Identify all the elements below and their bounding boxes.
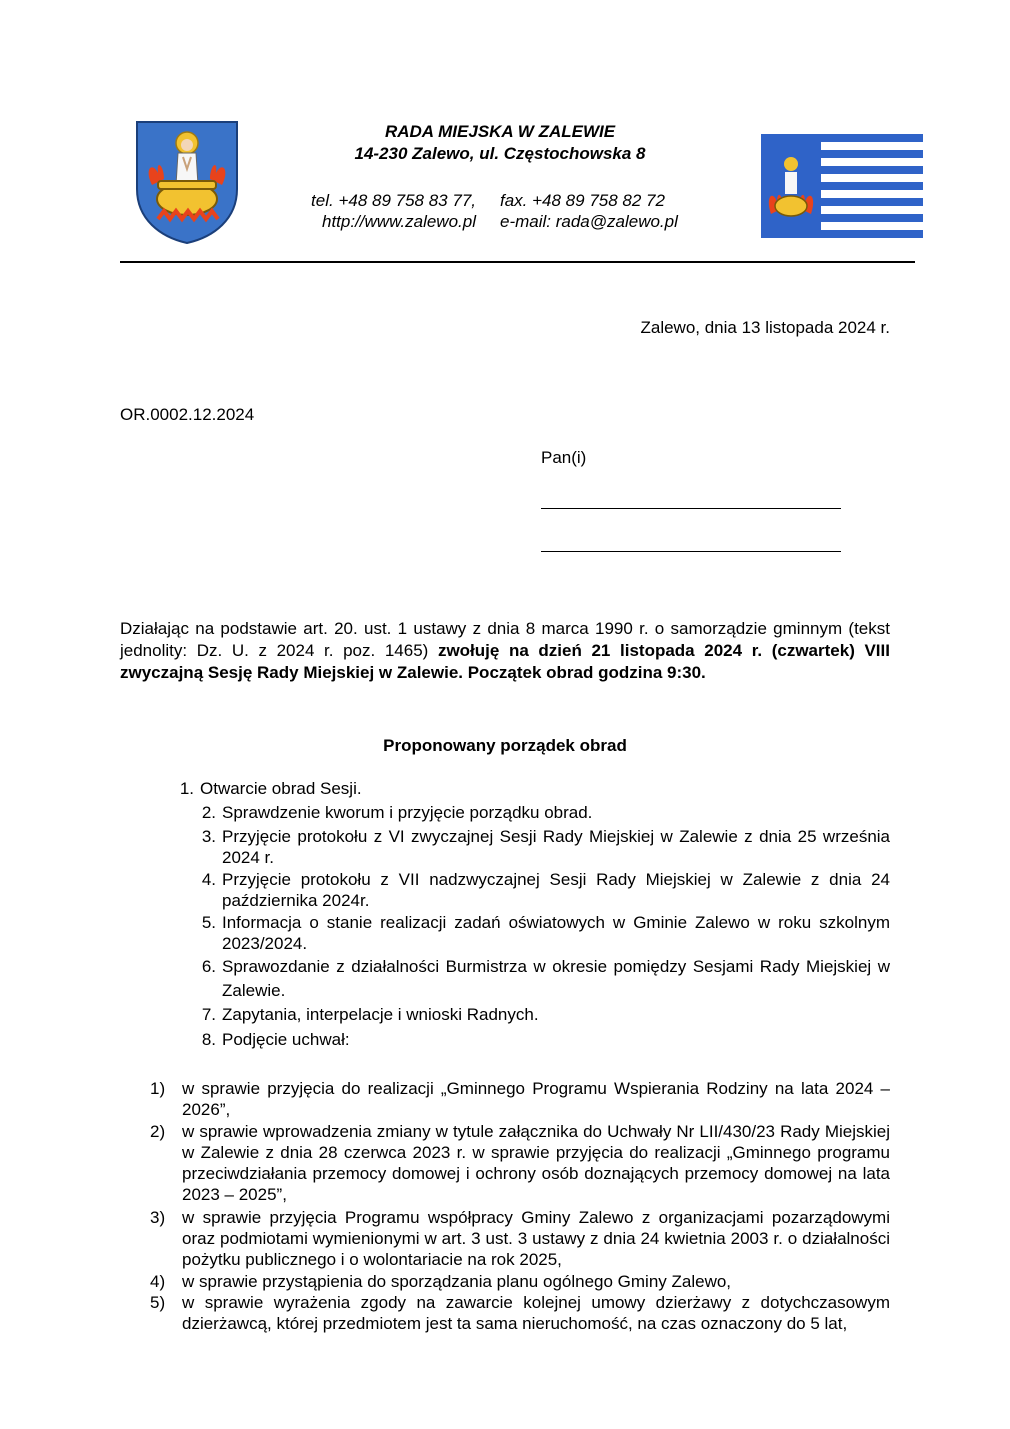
coat-of-arms-icon <box>134 119 240 245</box>
resolution-item: 1) w sprawie przyjęcia do realizacji „Gminnego Programu Wspierania Rodziny na lata 2024 – 2026”, <box>150 1079 890 1119</box>
council-address: 14-230 Zalewo, ul. Częstochowska 8 <box>354 144 646 163</box>
council-name: RADA MIEJSKA W ZALEWIE <box>384 122 616 141</box>
reference-number: OR.0002.12.2024 <box>120 405 255 424</box>
email-link[interactable]: e-mail: rada@zalewo.pl <box>500 212 678 231</box>
agenda-title: Proponowany porządek obrad <box>383 736 627 755</box>
session-announcement: zwołuję na dzień 21 listopada 2024 r. (czwartek) VIII zwyczajną Sesję Rady Miejskiej w Zalewie. Początek obrad godzina 9:30. <box>120 641 890 682</box>
agenda-item: 5. Informacja o stanie realizacji zadań oświatowych w Gminie Zalewo w roku szkolnym 2023/2024. <box>201 913 890 953</box>
phone-number: tel. +48 89 758 83 77, <box>311 191 476 210</box>
convocation-paragraph <box>120 618 890 684</box>
agenda-item: 7. Zapytania, interpelacje i wnioski Radnych. <box>201 1005 539 1024</box>
document-date: Zalewo, dnia 13 listopada 2024 r. <box>640 318 890 337</box>
resolution-item: 5) w sprawie wyrażenia zgody na zawarcie kolejnej umowy dzierżawy z dotychczasowym dzierżawcą, której przedmiotem jest ta sama nieruchomość, na czas oznaczony do 5 lat, <box>150 1293 890 1333</box>
agenda-item: 3. Przyjęcie protokołu z VI zwyczajnej Sesji Rady Miejskiej w Zalewie z dnia 25 września 2024 r. <box>201 827 890 867</box>
agenda-item: 6. Sprawozdanie z działalności Burmistrza w okresie pomiędzy Sesjami Rady Miejskiej w Zalewie. <box>201 957 890 1000</box>
agenda-item: 1. Otwarcie obrad Sesji. <box>179 779 362 798</box>
fax-number: fax. +48 89 758 82 72 <box>500 191 665 210</box>
agenda-item: 4. Przyjęcie protokołu z VII nadzwyczajnej Sesji Rady Miejskiej w Zalewie z dnia 24 października 2024r. <box>201 870 890 910</box>
recipient-blank-line-2 <box>541 551 841 552</box>
legal-basis-text: Działając na podstawie art. 20. ust. 1 ustawy z dnia 8 marca 1990 r. o samorządzie gminnym (tekst jednolity: Dz. U. z 2024 r. poz. 1465) <box>120 619 890 660</box>
agenda-item: 2. Sprawdzenie kworum i przyjęcie porządku obrad. <box>201 803 593 822</box>
recipient-label: Pan(i) <box>541 448 587 467</box>
recipient-blank-line-1 <box>541 508 841 509</box>
agenda-item: 8. Podjęcie uchwał: <box>201 1030 350 1049</box>
resolution-item: 2) w sprawie wprowadzenia zmiany w tytule załącznika do Uchwały Nr LII/430/23 Rady Miejskiej w Zalewie z dnia 28 czerwca 2023 r. w sprawie przyjęcia do realizacji „Gminnego programu przeciwdziałania przemocy domowej i ochrony osób doznających przemocy domowej na lata 2023 – 2025”, <box>150 1122 890 1204</box>
contact-block <box>250 190 770 232</box>
website-link[interactable]: http://www.zalewo.pl <box>321 212 476 231</box>
resolution-item: 4) w sprawie przystąpienia do sporządzania planu ogólnego Gminy Zalewo, <box>150 1272 732 1291</box>
resolution-item: 3) w sprawie przyjęcia Programu współpracy Gminy Zalewo z organizacjami pozarządowymi oraz podmiotami wymienionymi w art. 3 ust. 3 ustawy z dnia 24 kwietnia 2003 r. o działalności pożytku publicznego i o wolontariacie na rok 2025, <box>150 1208 890 1269</box>
header-divider <box>120 261 915 263</box>
zalewo-flag-icon <box>761 134 923 238</box>
